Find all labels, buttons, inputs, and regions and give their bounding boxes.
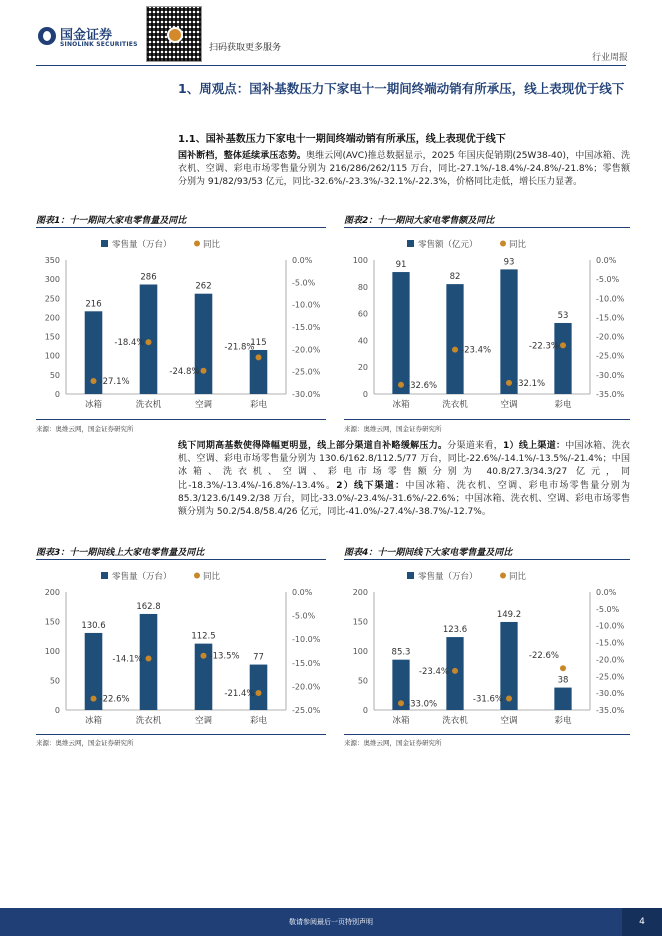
x-tick-label: 洗衣机 [442, 716, 468, 726]
bar-value-label: 149.2 [496, 609, 522, 620]
figure-4-rule [344, 559, 630, 560]
x-tick-label: 空调 [500, 400, 518, 410]
page-footer [0, 908, 662, 936]
paragraph-1-lead: 国补断档，整体延续承压态势。 [178, 151, 306, 161]
yoy-point [506, 380, 512, 386]
bar-value-label: 91 [395, 260, 407, 271]
y2-tick-label: -5.0% [292, 611, 316, 621]
paragraph-1-body: 奥维云网(AVC)推总数据显示，2025 年国庆促销期(25W38-40)，中国冰箱、洗衣机、空调、彩电市场零售量分别为 216/286/262/115 万台，同比-27.1%/-18.4%/-24.8%/-21.8%；零售额分别为 91/82/93/53 亿元，同比-32.6%/-23.3%/-32.1%/-22.3%，价格同比走低，增长压力显著。 [178, 151, 630, 188]
legend-yoy-label: 同比 [509, 240, 527, 250]
bar-value-label: 123.6 [442, 625, 468, 636]
paragraph-2-text-b: 中国冰箱、洗衣机、空调、彩电市场零售量分别为 130.6/162.8/112.5/77 万台，同比-22.6%/-14.1%/-13.5%/-21.4%；中国冰箱、洗衣机、空调、彩电市场零售额分别为 40.8/27.3/34.3/27 亿元，同比-18.3%/-13.4%/-16.8%/-13.4%。 [178, 441, 630, 491]
yoy-value-label: -32.1% [515, 378, 546, 389]
document-type: 行业周报 [591, 53, 628, 63]
bar-value-label: 115 [250, 337, 267, 348]
x-tick-label: 空调 [500, 716, 518, 726]
page-header [0, 0, 662, 66]
y2-tick-label: -20.0% [292, 345, 321, 355]
paragraph-2-text-c: 中国冰箱、洗衣机、空调、彩电市场零售量分别为 85.3/123.6/149.2/38 万台，同比-33.0%/-23.4%/-31.6%/-22.6%；中国冰箱、洗衣机、空调、彩电市场零售额分别为 50.2/54.8/58.4/26 亿元，同比-41.0%/-27.4%/-38.7%/-12.7%。 [178, 480, 631, 518]
figure-2-bottom-rule [344, 419, 630, 420]
logo-name-cn: 国金证券 [60, 28, 113, 43]
y-tick-label: 350 [44, 256, 60, 265]
yoy-point [256, 354, 262, 360]
figure-3-source: 来源：奥维云网，国金证券研究所 [36, 739, 134, 747]
x-tick-label: 冰箱 [84, 400, 103, 410]
y2-tick-label: -5.0% [596, 604, 620, 614]
y-tick-label: 0 [54, 390, 60, 399]
bar-value-label: 216 [85, 299, 102, 310]
bar-value-label: 286 [140, 272, 157, 283]
yoy-point [452, 668, 458, 674]
bar-value-label: 85.3 [391, 647, 411, 658]
bar [250, 665, 268, 710]
y-tick-label: 300 [44, 275, 60, 285]
section-title: 1、周观点：国补基数压力下家电十一期间终端动销有所承压，线上表现优于线下 [178, 81, 625, 96]
yoy-value-label: -31.6% [472, 694, 503, 705]
bar-value-label: 82 [449, 272, 461, 283]
y-tick-label: 0 [362, 390, 368, 399]
paragraph-2-text-a: 分渠道来看， [447, 441, 503, 451]
legend-bar-swatch [407, 240, 414, 247]
y2-tick-label: -20.0% [596, 655, 625, 665]
figure-4-bottom-rule [344, 734, 630, 735]
y2-tick-label: -15.0% [596, 313, 625, 323]
yoy-point [398, 700, 404, 706]
bar-value-label: 262 [195, 281, 212, 292]
yoy-point [201, 653, 207, 659]
y-tick-label: 150 [44, 332, 60, 342]
figure-1-source: 来源：奥维云网，国金证券研究所 [36, 425, 134, 433]
y2-tick-label: -10.0% [596, 294, 625, 304]
yoy-point [146, 656, 152, 662]
legend-bar-swatch [407, 572, 414, 579]
y2-tick-label: -20.0% [292, 682, 321, 692]
chart-online-volume [36, 562, 326, 732]
chart-retail-volume [36, 230, 326, 416]
y2-tick-label: -25.0% [596, 672, 625, 682]
y2-tick-label: 0.0% [596, 256, 617, 265]
bar [500, 269, 517, 394]
yoy-value-label: -32.6% [407, 380, 438, 391]
yoy-point [91, 696, 97, 702]
y-tick-label: 250 [44, 294, 60, 304]
bar-value-label: 112.5 [191, 631, 216, 642]
yoy-point [560, 665, 566, 671]
y2-tick-label: -30.0% [596, 689, 625, 699]
bar [195, 294, 213, 394]
y-tick-label: 100 [44, 647, 60, 656]
figure-3-rule [36, 559, 326, 560]
yoy-value-label: -18.4% [114, 338, 145, 349]
paragraph-2-lead: 线下同期高基数使得降幅更明显，线上部分渠道自补略缓解压力。 [178, 441, 448, 451]
legend-yoy-swatch [500, 241, 506, 247]
y-tick-label: 150 [352, 617, 368, 627]
y-tick-label: 20 [357, 363, 368, 373]
legend-yoy-label: 同比 [509, 572, 527, 582]
y-tick-label: 150 [44, 617, 60, 627]
y2-tick-label: -10.0% [596, 621, 625, 631]
x-tick-label: 彩电 [249, 716, 268, 726]
bar [554, 688, 571, 710]
bar-value-label: 93 [503, 257, 515, 268]
y-tick-label: 100 [352, 647, 368, 656]
y-tick-label: 0 [362, 706, 368, 715]
y-tick-label: 80 [357, 282, 368, 292]
yoy-value-label: -33.0% [407, 699, 438, 710]
yoy-value-label: -23.4% [461, 345, 492, 356]
figure-1-bottom-rule [36, 419, 326, 420]
x-tick-label: 洗衣机 [135, 716, 162, 726]
x-tick-label: 空调 [194, 400, 213, 410]
yoy-point [91, 378, 97, 384]
y2-tick-label: -15.0% [596, 638, 625, 648]
yoy-point [201, 368, 207, 374]
x-tick-label: 彩电 [554, 716, 572, 726]
y-tick-label: 60 [357, 309, 368, 319]
yoy-point [398, 382, 404, 388]
y2-tick-label: -25.0% [292, 706, 321, 715]
chart-offline-volume [344, 562, 630, 732]
figure-2-source: 来源：奥维云网，国金证券研究所 [344, 425, 442, 433]
bar [392, 272, 409, 394]
yoy-value-label: -22.6% [99, 694, 130, 705]
bar-value-label: 53 [557, 310, 569, 321]
y2-tick-label: -25.0% [292, 367, 321, 377]
yoy-point [452, 347, 458, 353]
logo-name-en: SINOLINK SECURITIES [60, 41, 138, 48]
yoy-value-label: -21.4% [224, 689, 255, 700]
y-tick-label: 200 [352, 588, 368, 597]
x-tick-label: 空调 [194, 716, 213, 726]
y-tick-label: 0 [54, 706, 60, 715]
legend-bar-label: 零售量（万台） [112, 572, 172, 582]
yoy-value-label: -13.5% [209, 651, 240, 662]
paragraph-1 [178, 150, 630, 190]
figure-3-bottom-rule [36, 734, 326, 735]
y2-tick-label: -35.0% [596, 706, 625, 715]
qr-center-logo-icon [167, 27, 183, 43]
yoy-point [560, 342, 566, 348]
y-tick-label: 200 [44, 588, 60, 597]
yoy-point [506, 696, 512, 702]
y-tick-label: 50 [49, 676, 60, 686]
figure-2-title: 图表2：十一期间大家电零售额及同比 [344, 216, 495, 226]
figure-3-title: 图表3：十一期间线上大家电零售量及同比 [36, 548, 205, 558]
x-tick-label: 洗衣机 [442, 400, 468, 410]
bar-value-label: 162.8 [136, 601, 161, 612]
header-divider [36, 65, 626, 66]
legend-bar-swatch [101, 572, 108, 579]
x-tick-label: 洗衣机 [135, 400, 162, 410]
y2-tick-label: -10.0% [292, 635, 321, 645]
y-tick-label: 100 [352, 256, 368, 265]
figure-4-source: 来源：奥维云网，国金证券研究所 [344, 739, 442, 747]
bar-value-label: 130.6 [81, 620, 106, 631]
yoy-value-label: -14.1% [112, 654, 143, 665]
y2-tick-label: 0.0% [596, 588, 617, 597]
yoy-value-label: -21.8% [224, 342, 255, 353]
y2-tick-label: -5.0% [596, 275, 620, 285]
x-tick-label: 冰箱 [84, 716, 103, 726]
y2-tick-label: -15.0% [292, 323, 321, 332]
qr-caption: 扫码获取更多服务 [209, 43, 282, 53]
bar [554, 323, 571, 394]
page-number: 4 [622, 908, 662, 936]
company-logo-icon [38, 27, 56, 45]
yoy-point [146, 339, 152, 345]
y-tick-label: 100 [44, 351, 60, 361]
figure-1-title: 图表1：十一期间大家电零售量及同比 [36, 216, 187, 226]
legend-yoy-swatch [500, 573, 506, 579]
legend-yoy-label: 同比 [203, 240, 221, 250]
y2-tick-label: -10.0% [292, 300, 321, 310]
y-tick-label: 50 [49, 370, 60, 380]
yoy-point [256, 690, 262, 696]
y2-tick-label: -35.0% [596, 390, 625, 399]
figure-1-rule [36, 227, 326, 228]
figure-4-title: 图表4：十一期间线下大家电零售量及同比 [344, 548, 513, 558]
section-subtitle: 1.1、国补基数压力下家电十一期间终端动销有所承压，线上表现优于线下 [178, 134, 506, 145]
bar-value-label: 38 [557, 675, 569, 686]
y2-tick-label: -25.0% [596, 351, 625, 361]
legend-bar-label: 零售量（万台） [418, 572, 478, 582]
chart-retail-sales [344, 230, 630, 416]
y2-tick-label: 0.0% [292, 256, 313, 265]
qr-code-icon[interactable] [146, 6, 202, 62]
x-tick-label: 彩电 [554, 400, 572, 410]
yoy-value-label: -27.1% [99, 377, 130, 388]
y-tick-label: 200 [44, 313, 60, 323]
y2-tick-label: -15.0% [292, 658, 321, 668]
yoy-value-label: -22.3% [528, 341, 559, 352]
y2-tick-label: 0.0% [292, 588, 313, 597]
y2-tick-label: -20.0% [596, 332, 625, 342]
legend-yoy-swatch [194, 241, 200, 247]
y2-tick-label: -30.0% [596, 370, 625, 380]
figure-2-rule [344, 227, 630, 228]
legend-bar-swatch [101, 240, 108, 247]
paragraph-2 [178, 440, 630, 519]
yoy-value-label: -23.4% [418, 666, 449, 677]
yoy-value-label: -22.6% [528, 651, 559, 662]
legend-bar-label: 零售量（万台） [112, 240, 172, 250]
footer-disclaimer: 敬请参阅最后一页特别声明 [289, 918, 373, 926]
y2-tick-label: -30.0% [292, 390, 321, 399]
y2-tick-label: -5.0% [292, 278, 316, 288]
paragraph-2-online-label: 1）线上渠道： [503, 441, 566, 451]
x-tick-label: 冰箱 [392, 716, 410, 726]
x-tick-label: 彩电 [249, 400, 268, 410]
legend-yoy-swatch [194, 573, 200, 579]
legend-yoy-label: 同比 [203, 572, 221, 582]
x-tick-label: 冰箱 [392, 400, 410, 410]
bar [446, 284, 463, 394]
paragraph-2-offline-label: 2）线下渠道： [336, 480, 406, 491]
bar-value-label: 77 [253, 652, 264, 663]
yoy-value-label: -24.8% [169, 366, 200, 377]
legend-bar-label: 零售额（亿元） [418, 240, 478, 250]
y-tick-label: 50 [357, 676, 368, 686]
y-tick-label: 40 [357, 336, 368, 346]
